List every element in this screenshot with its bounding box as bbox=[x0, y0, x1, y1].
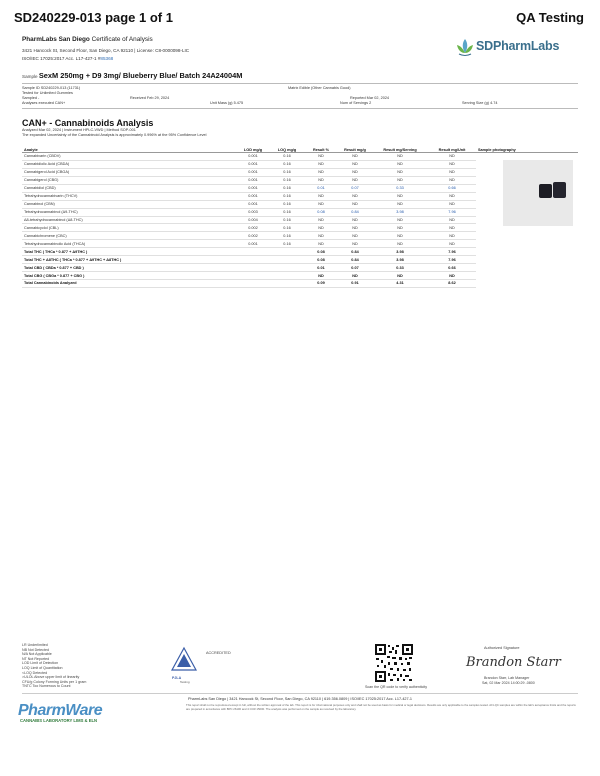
doc-type: Certificate of Analysis bbox=[91, 36, 153, 43]
table-row bbox=[22, 153, 578, 161]
value-cell: ND bbox=[304, 160, 338, 168]
table-row bbox=[22, 176, 578, 184]
value-cell: 0.08 bbox=[304, 248, 338, 256]
value-cell: ND bbox=[428, 153, 476, 161]
legend-item: <LOQ Detected bbox=[22, 670, 48, 675]
value-cell: 0.66 bbox=[428, 184, 476, 192]
meta-servings: Num of Servings 2 bbox=[340, 101, 372, 105]
verification-qr-code[interactable] bbox=[374, 643, 414, 683]
abbreviation-legend bbox=[22, 643, 86, 689]
value-cell: 0.16 bbox=[270, 192, 304, 200]
sample-title-line bbox=[22, 71, 242, 80]
value-cell: ND bbox=[372, 176, 428, 184]
meta-sampled: Sampled - bbox=[22, 96, 40, 100]
sample-photo bbox=[503, 160, 573, 226]
total-row bbox=[22, 248, 578, 256]
value-cell: ND bbox=[304, 216, 338, 224]
value-cell: ND bbox=[338, 240, 372, 248]
legend-item: N/A Not Applicable bbox=[22, 652, 52, 657]
legend-item: LOD Limit of Detection bbox=[22, 661, 59, 666]
analyte-cell: Cannabigerol Acid (CBGA) bbox=[22, 168, 236, 176]
value-cell: 0.16 bbox=[270, 232, 304, 240]
value-cell: ND bbox=[428, 176, 476, 184]
legend-item: >ULOL Above upper limit of linearity bbox=[22, 675, 80, 680]
value-cell: 0.08 bbox=[304, 256, 338, 264]
col-header: LOQ mg/g bbox=[270, 141, 304, 153]
value-cell: 0.16 bbox=[270, 208, 304, 216]
value-cell: ND bbox=[338, 153, 372, 161]
legend-item: NT Not Reported bbox=[22, 656, 50, 661]
total-row bbox=[22, 280, 578, 288]
signature-heading: Authorized Signature bbox=[484, 646, 520, 650]
lotus-logo-icon bbox=[454, 36, 476, 58]
value-cell: 0.84 bbox=[338, 208, 372, 216]
col-header: Result % bbox=[304, 141, 338, 153]
value-cell: 0.001 bbox=[236, 184, 270, 192]
meta-serving-size: Serving Size (g) 4.74 bbox=[462, 101, 498, 105]
col-header: Result mg/Serving bbox=[372, 141, 428, 153]
value-cell: 7.96 bbox=[428, 248, 476, 256]
value-cell: 8.62 bbox=[428, 280, 476, 288]
qr-caption: Scan the QR code to verify authenticity bbox=[364, 685, 428, 689]
value-cell: ND bbox=[428, 224, 476, 232]
value-cell: ND bbox=[372, 160, 428, 168]
value-cell: 7.96 bbox=[428, 256, 476, 264]
pjla-accredited: ACCREDITED bbox=[206, 651, 231, 655]
value-cell: ND bbox=[338, 160, 372, 168]
value-cell: ND bbox=[304, 192, 338, 200]
value-cell: 0.001 bbox=[236, 168, 270, 176]
value-cell: ND bbox=[304, 176, 338, 184]
value-cell: 0.003 bbox=[236, 208, 270, 216]
value-cell bbox=[270, 272, 304, 280]
qa-testing-label: QA Testing bbox=[516, 10, 584, 25]
value-cell: ND bbox=[372, 232, 428, 240]
col-header: Sample photography bbox=[476, 141, 578, 153]
signer-name: Brandon Starr, Lab Manager bbox=[484, 676, 530, 680]
analyte-cell: Total Cannabinoids Analyzed bbox=[22, 280, 236, 288]
value-cell: ND bbox=[428, 160, 476, 168]
value-cell: 0.001 bbox=[236, 200, 270, 208]
handwritten-signature: Brandon Starr bbox=[466, 655, 561, 670]
table-row bbox=[22, 240, 578, 248]
value-cell: 0.16 bbox=[270, 200, 304, 208]
cannabinoid-results-table bbox=[22, 141, 578, 288]
photo-cell bbox=[476, 264, 578, 272]
total-row bbox=[22, 264, 578, 272]
value-cell: ND bbox=[372, 240, 428, 248]
value-cell bbox=[270, 256, 304, 264]
value-cell: ND bbox=[338, 232, 372, 240]
total-row bbox=[22, 256, 578, 264]
meta-analyses: Analyses executed CAN+ bbox=[22, 101, 66, 105]
value-cell: ND bbox=[304, 168, 338, 176]
pharmware-logo: PharmWare bbox=[18, 702, 103, 719]
value-cell: ND bbox=[338, 224, 372, 232]
col-header: Analyte bbox=[22, 141, 236, 153]
meta-matrix: Matrix Edible (Other Cannabis Good) bbox=[288, 86, 351, 90]
value-cell: 0.66 bbox=[428, 264, 476, 272]
section-title: CAN+ - Cannabinoids Analysis bbox=[22, 118, 154, 128]
gummy-image bbox=[553, 182, 566, 198]
value-cell: 0.001 bbox=[236, 192, 270, 200]
value-cell: 0.84 bbox=[338, 256, 372, 264]
value-cell: 0.16 bbox=[270, 184, 304, 192]
table-row bbox=[22, 160, 578, 168]
value-cell: ND bbox=[428, 232, 476, 240]
value-cell: 0.001 bbox=[236, 240, 270, 248]
value-cell: ND bbox=[372, 153, 428, 161]
lab-name: PharmLabs San Diego bbox=[22, 36, 90, 43]
value-cell: ND bbox=[338, 200, 372, 208]
value-cell: 0.001 bbox=[236, 153, 270, 161]
legend-item: CFU/g Colony Forming Units per 1 gram bbox=[22, 679, 87, 684]
value-cell: ND bbox=[304, 200, 338, 208]
value-cell: ND bbox=[338, 192, 372, 200]
value-cell: ND bbox=[338, 168, 372, 176]
sample-title: SexM 250mg + D9 3mg/ Blueberry Blue/ Batch 24A24004M bbox=[38, 71, 243, 80]
sample-label: Sample bbox=[22, 74, 38, 79]
value-cell bbox=[236, 256, 270, 264]
value-cell: ND bbox=[428, 216, 476, 224]
photo-cell bbox=[476, 240, 578, 248]
analyte-cell: Cannabichromene (CBC) bbox=[22, 232, 236, 240]
iso-line bbox=[22, 56, 113, 61]
divider bbox=[22, 108, 578, 109]
value-cell: 0.01 bbox=[304, 184, 338, 192]
value-cell: ND bbox=[304, 272, 338, 280]
table-row bbox=[22, 192, 578, 200]
value-cell bbox=[270, 248, 304, 256]
analyte-cell: Cannabivarin (CBDV) bbox=[22, 153, 236, 161]
value-cell: ND bbox=[304, 240, 338, 248]
value-cell: ND bbox=[304, 232, 338, 240]
meta-received: Received Feb 29, 2024 bbox=[130, 96, 170, 100]
meta-sample-id: Sample ID SD240229-013 (11731) bbox=[22, 86, 81, 90]
meta-unit-mass: Unit Mass (g) 5.475 bbox=[210, 101, 244, 105]
footer-address: PharmLabs San Diego | 3421 Hancock St, Second Floor, San Diego, CA 92110 | 619.356.0809 | ISO/IEC 17025:2017 Acc. L17-427-1 bbox=[187, 697, 413, 701]
value-cell: ND bbox=[428, 168, 476, 176]
value-cell bbox=[270, 280, 304, 288]
value-cell: 0.08 bbox=[304, 208, 338, 216]
value-cell bbox=[236, 272, 270, 280]
signature-date: Sat, 02 Mar 2024 14:00:29 -0800 bbox=[482, 681, 535, 685]
analyte-cell: Tetrahydrocannabivarin (THCV) bbox=[22, 192, 236, 200]
value-cell bbox=[270, 264, 304, 272]
value-cell: 3.98 bbox=[372, 248, 428, 256]
value-cell: ND bbox=[338, 176, 372, 184]
analyte-cell: Cannabicyclol (CBL) bbox=[22, 224, 236, 232]
value-cell: ND bbox=[372, 272, 428, 280]
analyte-cell: Tetrahydrocannabinolic Acid (THCA) bbox=[22, 240, 236, 248]
legend-item: LOQ Limit of Quantitation bbox=[22, 665, 63, 670]
table-row bbox=[22, 184, 578, 192]
lab-heading bbox=[22, 36, 153, 43]
iso-prefix: ISO/IEC 17025:2017 Acc. L17-427-1 # bbox=[22, 56, 101, 61]
divider bbox=[22, 83, 578, 84]
value-cell: ND bbox=[372, 168, 428, 176]
pjla-sub: Testing bbox=[180, 680, 190, 684]
value-cell: 0.16 bbox=[270, 176, 304, 184]
value-cell: 3.98 bbox=[372, 256, 428, 264]
value-cell: 0.16 bbox=[270, 160, 304, 168]
value-cell: ND bbox=[372, 200, 428, 208]
section-analyzed: Analyzed Mar 02, 2024 | Instrument HPLC-VWD | Method SOP-001 bbox=[22, 128, 136, 132]
value-cell: 0.002 bbox=[236, 224, 270, 232]
analyte-cell: Δ8-tetrahydrocannabinol (Δ8-THC) bbox=[22, 216, 236, 224]
table-row bbox=[22, 200, 578, 208]
value-cell: 0.16 bbox=[270, 240, 304, 248]
value-cell: ND bbox=[304, 224, 338, 232]
value-cell: 0.16 bbox=[270, 216, 304, 224]
value-cell: 0.07 bbox=[338, 184, 372, 192]
photo-cell bbox=[476, 232, 578, 240]
iso-link[interactable]: 85368 bbox=[100, 56, 114, 61]
value-cell: 0.33 bbox=[372, 264, 428, 272]
value-cell: ND bbox=[372, 216, 428, 224]
value-cell: 3.98 bbox=[372, 208, 428, 216]
value-cell: ND bbox=[338, 272, 372, 280]
photo-cell bbox=[476, 272, 578, 280]
value-cell: ND bbox=[372, 224, 428, 232]
footer-divider bbox=[22, 693, 578, 694]
analyte-cell: Cannabigerol (CBG) bbox=[22, 176, 236, 184]
analyte-cell: Cannabidiol (CBD) bbox=[22, 184, 236, 192]
table-row bbox=[22, 224, 578, 232]
value-cell: 0.002 bbox=[236, 232, 270, 240]
analyte-cell: Tetrahydrocannabinol (Δ9-THC) bbox=[22, 208, 236, 216]
value-cell: ND bbox=[372, 192, 428, 200]
value-cell: 0.01 bbox=[304, 264, 338, 272]
value-cell: ND bbox=[428, 272, 476, 280]
table-row bbox=[22, 168, 578, 176]
col-header: Result mg/g bbox=[338, 141, 372, 153]
meta-tested-for: Tested for Unlimited Gummies bbox=[22, 91, 73, 95]
photo-cell bbox=[476, 256, 578, 264]
analyte-cell: Total CBD ( CBDa * 0.877 + CBD ) bbox=[22, 264, 236, 272]
logo-text: SDPharmLabs bbox=[476, 39, 560, 53]
table-row bbox=[22, 216, 578, 224]
value-cell: 0.91 bbox=[338, 280, 372, 288]
value-cell: 0.16 bbox=[270, 168, 304, 176]
table-row bbox=[22, 208, 578, 216]
table-row bbox=[22, 232, 578, 240]
value-cell: ND bbox=[428, 200, 476, 208]
value-cell: 0.84 bbox=[338, 248, 372, 256]
total-row bbox=[22, 272, 578, 280]
analyte-cell: Total THC + Δ8THC ( THCa * 0.877 + Δ9THC + Δ8THC ) bbox=[22, 256, 236, 264]
footer-fine-print: This report shall not be reproduced except in full, without the written approval of the lab. This report is for informational purposes only and shall not be used as basis for medical or legal decisions. Results are only applicable to the samples tested. All LQC samples are within the lab's acceptance limits and the reports are prepared in accordance with BPC 26100 and 4 CCR 15000. The analysis was performed on the sample as received by the laboratory. bbox=[186, 703, 576, 711]
value-cell: ND bbox=[428, 192, 476, 200]
analyte-cell: Cannabinol (CBN) bbox=[22, 200, 236, 208]
analyte-cell: Total CBG ( CBGa * 0.877 + CBG ) bbox=[22, 272, 236, 280]
analyte-cell: Total THC ( THCa * 0.877 + Δ9THC ) bbox=[22, 248, 236, 256]
col-header: Result mg/Unit bbox=[428, 141, 476, 153]
value-cell bbox=[236, 264, 270, 272]
pharmware-tagline: CANNABIS LABORATORY LIMS & ELN bbox=[20, 718, 98, 723]
legend-item: LR Underlimited bbox=[22, 643, 48, 647]
gummy-image bbox=[539, 184, 552, 198]
value-cell: 0.09 bbox=[304, 280, 338, 288]
lab-address: 3421 Hancock St, Second Floor, San Diego, CA 92110 | License: C8-0000098-LIC bbox=[22, 48, 190, 53]
value-cell: ND bbox=[338, 216, 372, 224]
photo-cell bbox=[476, 248, 578, 256]
value-cell: 0.004 bbox=[236, 216, 270, 224]
value-cell: ND bbox=[304, 153, 338, 161]
section-uncertainty: The expanded Uncertainty of the Cannabinoid Analysis is approximately 0.996% at the 95% Confidence Level bbox=[22, 133, 207, 137]
pjla-label: PJLA bbox=[172, 676, 182, 680]
value-cell: 4.31 bbox=[372, 280, 428, 288]
analyte-cell: Cannabidiolic Acid (CBDA) bbox=[22, 160, 236, 168]
value-cell: 0.001 bbox=[236, 160, 270, 168]
pjla-accreditation-icon bbox=[170, 646, 198, 674]
legend-item: NB Not Detected bbox=[22, 647, 49, 652]
value-cell: 0.16 bbox=[270, 153, 304, 161]
sdpharmlabs-logo bbox=[454, 36, 584, 60]
value-cell: ND bbox=[428, 240, 476, 248]
value-cell: 0.07 bbox=[338, 264, 372, 272]
photo-cell bbox=[476, 280, 578, 288]
value-cell bbox=[236, 280, 270, 288]
value-cell: 0.33 bbox=[372, 184, 428, 192]
col-header: LOD mg/g bbox=[236, 141, 270, 153]
document-id: SD240229-013 page 1 of 1 bbox=[14, 10, 173, 25]
meta-reported: Reported Mar 02, 2024 bbox=[350, 96, 390, 100]
value-cell bbox=[236, 248, 270, 256]
value-cell: 0.001 bbox=[236, 176, 270, 184]
value-cell: 7.96 bbox=[428, 208, 476, 216]
legend-item: TNTC Too Numerous to Count bbox=[22, 684, 71, 689]
table-header-row bbox=[22, 141, 578, 153]
value-cell: 0.16 bbox=[270, 224, 304, 232]
